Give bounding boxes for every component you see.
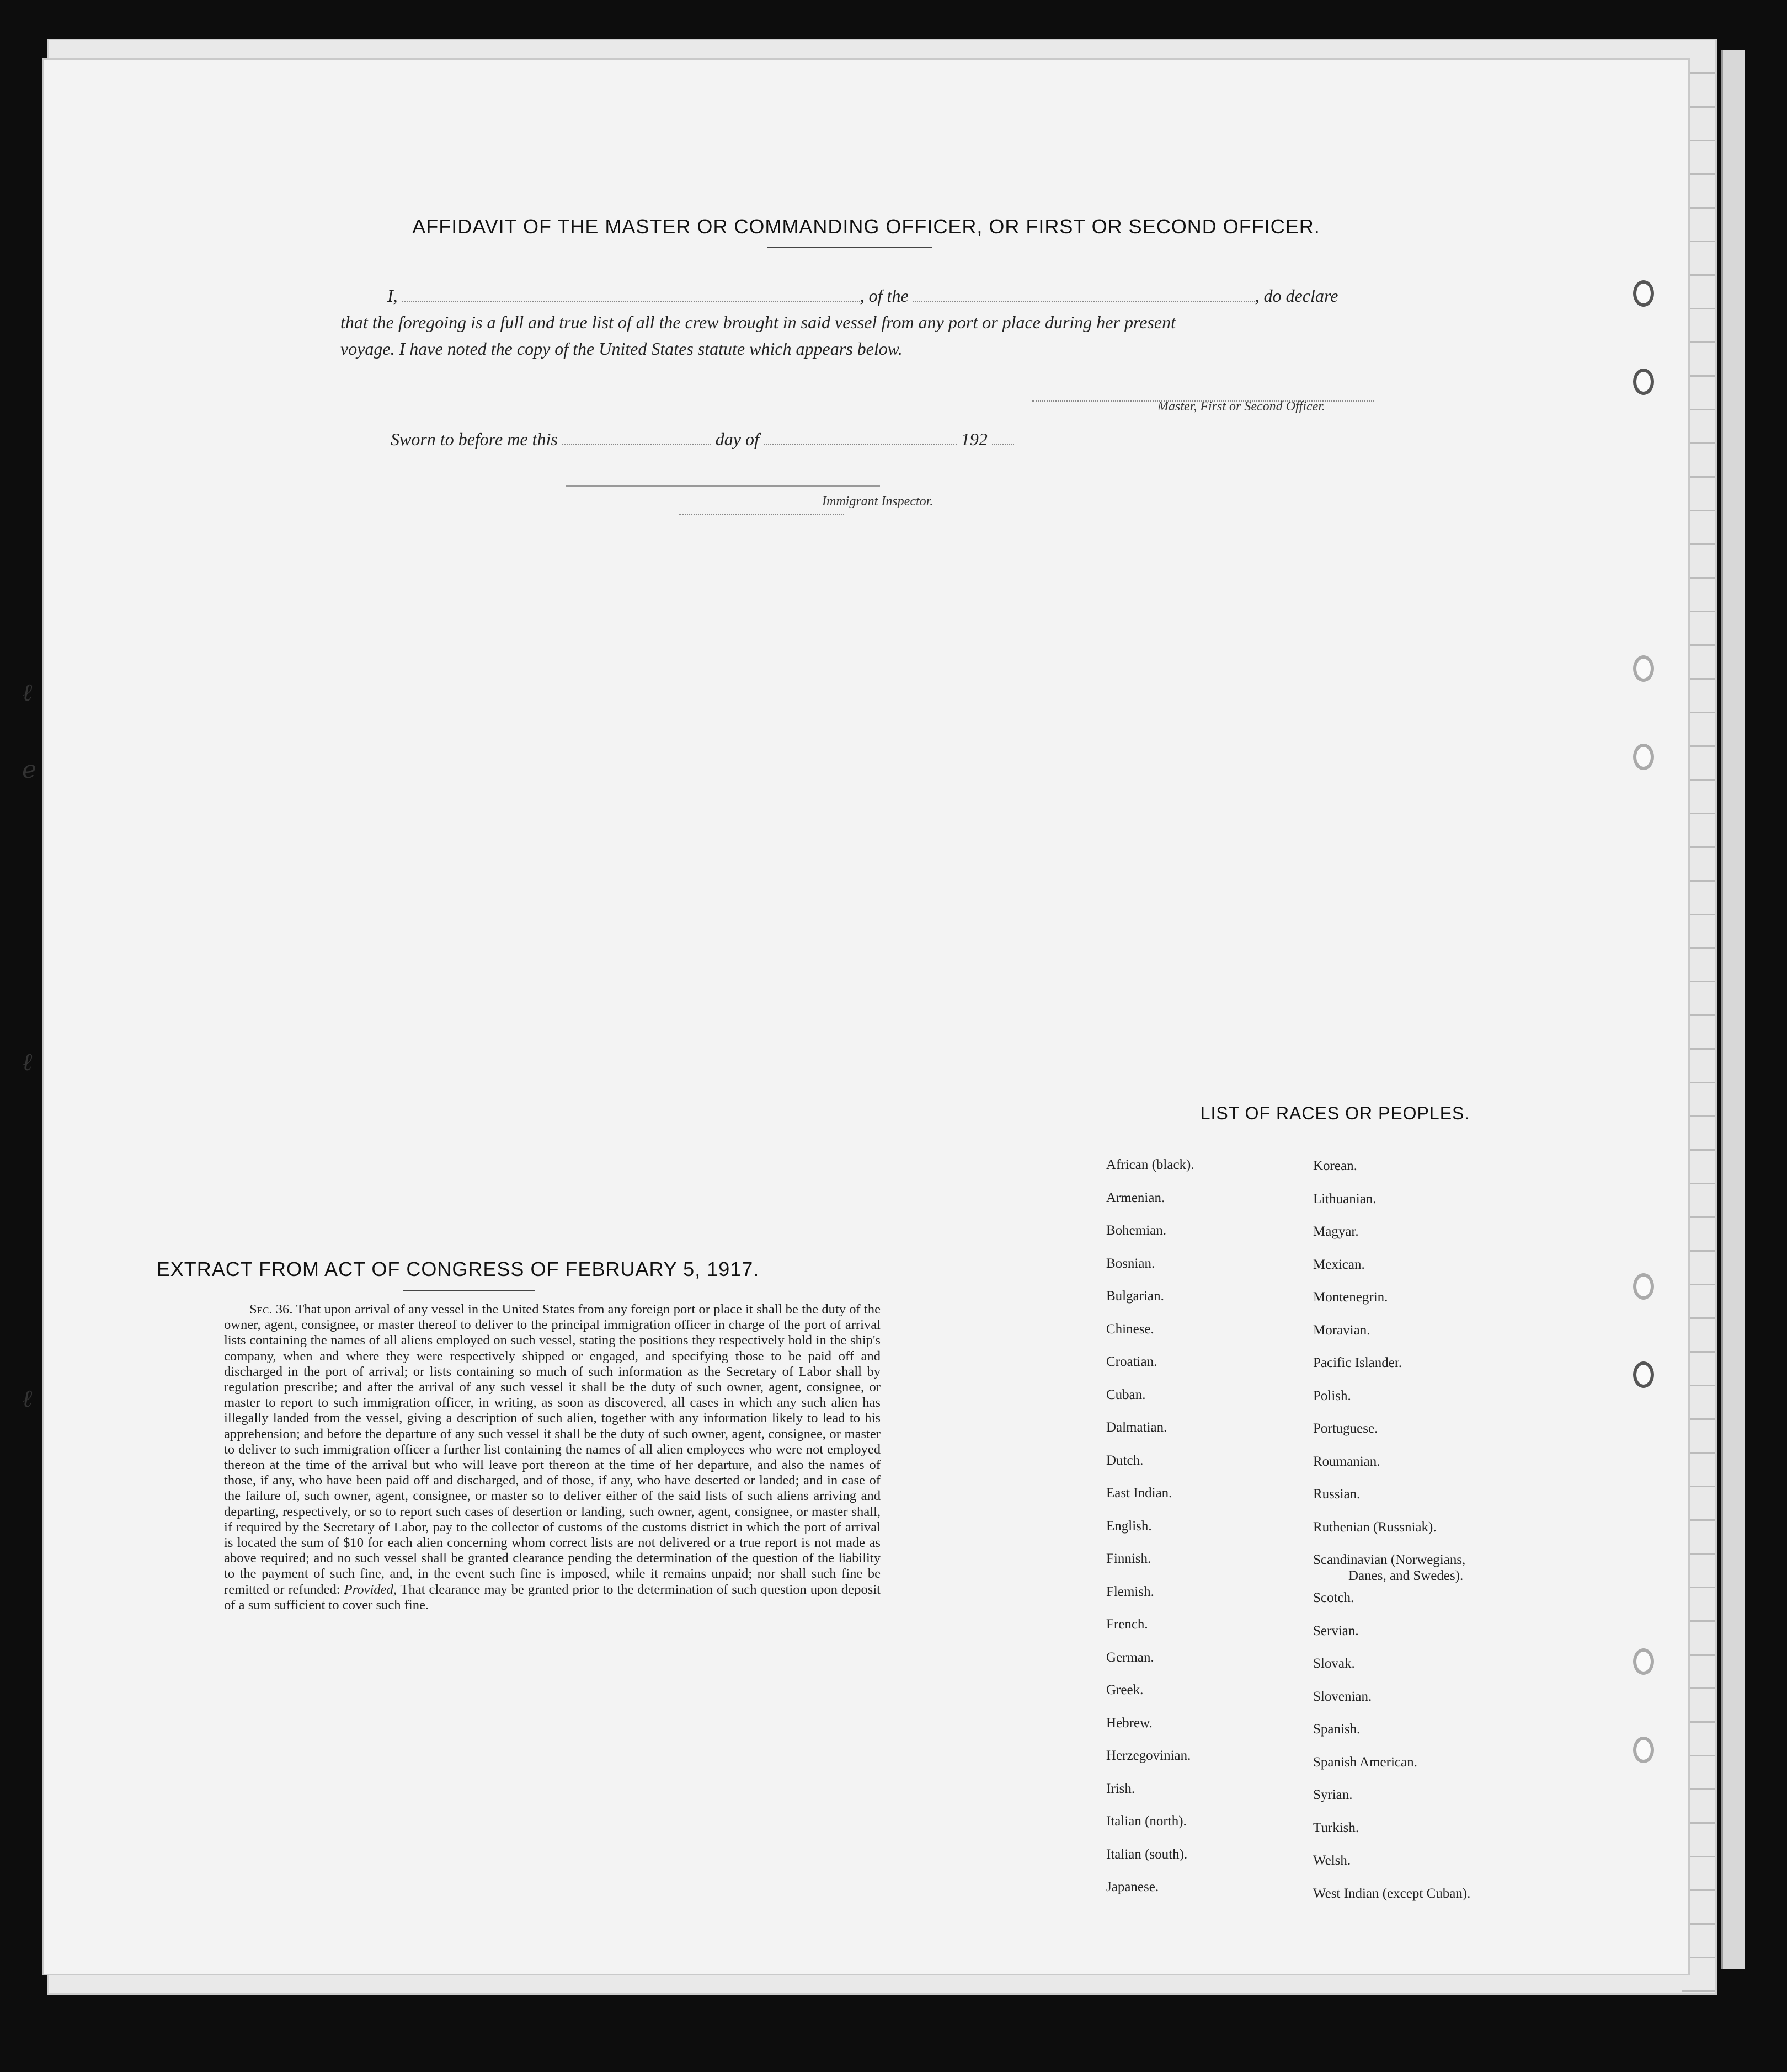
race-item-right: Scotch. xyxy=(1313,1590,1354,1605)
day-field[interactable] xyxy=(562,431,711,445)
race-item-left: Dalmatian. xyxy=(1106,1420,1167,1435)
race-item-right: Scandinavian (Norwegians, xyxy=(1313,1552,1466,1567)
race-item-left: Italian (south). xyxy=(1106,1846,1188,1862)
race-item-left: Chinese. xyxy=(1106,1321,1154,1337)
race-item-right: Pacific Islander. xyxy=(1313,1355,1402,1370)
race-item-right: Russian. xyxy=(1313,1487,1361,1502)
punch-hole xyxy=(1633,744,1654,770)
race-item-right: Korean. xyxy=(1313,1158,1357,1173)
races-title: LIST OF RACES OR PEOPLES. xyxy=(1200,1103,1470,1123)
race-item-right: Polish. xyxy=(1313,1388,1351,1403)
race-item-left: Armenian. xyxy=(1106,1190,1165,1205)
race-item-right: Syrian. xyxy=(1313,1787,1353,1802)
extract-body xyxy=(224,1302,881,1613)
handwriting-fragment: ℓ xyxy=(22,1385,33,1413)
race-item-left: Bohemian. xyxy=(1106,1223,1167,1238)
year-label: 192 xyxy=(961,429,988,449)
race-item-right: Portuguese. xyxy=(1313,1421,1378,1436)
declaration-line-3: voyage. I have noted the copy of the United States statute which appears below. xyxy=(340,339,903,359)
provided-word: Provided, xyxy=(344,1582,397,1597)
race-item-right: Montenegrin. xyxy=(1313,1290,1388,1305)
race-item-left: Croatian. xyxy=(1106,1354,1157,1369)
race-item-left: East Indian. xyxy=(1106,1486,1172,1500)
race-item-right: Lithuanian. xyxy=(1313,1191,1377,1206)
race-item-right: Magyar. xyxy=(1313,1224,1359,1239)
punch-hole xyxy=(1633,1648,1654,1675)
punch-hole xyxy=(1633,655,1654,682)
inspector-caption: Immigrant Inspector. xyxy=(822,494,933,509)
race-item-right: Mexican. xyxy=(1313,1257,1365,1272)
race-item-left: Bulgarian. xyxy=(1106,1289,1164,1304)
race-item-left: English. xyxy=(1106,1518,1152,1534)
vessel-field[interactable] xyxy=(913,287,1255,302)
sworn-rule xyxy=(566,485,880,487)
day-of-label: day of xyxy=(715,429,759,449)
signature-caption: Master, First or Second Officer. xyxy=(1157,399,1325,414)
punch-hole xyxy=(1633,369,1654,395)
affidavit-title: AFFIDAVIT OF THE MASTER OR COMMANDING OFFICER, OR FIRST OR SECOND OFFICER. xyxy=(412,215,1320,238)
race-item-left: Finnish. xyxy=(1106,1551,1151,1566)
title-rule xyxy=(767,247,932,248)
race-item-left: Italian (north). xyxy=(1106,1814,1187,1829)
race-item-right: Spanish American. xyxy=(1313,1754,1417,1770)
race-item-right: Spanish. xyxy=(1313,1722,1361,1737)
handwriting-fragment: ℓ xyxy=(22,679,33,707)
race-item-left: Flemish. xyxy=(1106,1584,1154,1599)
sworn-line xyxy=(391,429,1014,450)
race-item-left: Herzegovinian. xyxy=(1106,1748,1191,1763)
declaration-line-1 xyxy=(387,286,1338,306)
punch-hole xyxy=(1633,1737,1654,1763)
race-item-left: Japanese. xyxy=(1106,1879,1159,1894)
race-item-left: Irish. xyxy=(1106,1781,1135,1796)
race-item-left: French. xyxy=(1106,1617,1148,1632)
punch-hole xyxy=(1633,1273,1654,1300)
section-label: Sec. 36. xyxy=(249,1302,293,1317)
race-item-right: Ruthenian (Russniak). xyxy=(1313,1519,1437,1535)
month-field[interactable] xyxy=(764,431,957,445)
of-the-label: , of the xyxy=(860,286,909,306)
race-item-left: Greek. xyxy=(1106,1683,1144,1697)
binding-edge xyxy=(1721,50,1745,1969)
name-field[interactable] xyxy=(402,287,860,302)
sworn-label: Sworn to before me this xyxy=(391,429,558,449)
race-item-right: Welsh. xyxy=(1313,1853,1351,1868)
race-item-right: Servian. xyxy=(1313,1623,1359,1638)
punch-hole xyxy=(1633,1361,1654,1388)
race-item-right: Slovak. xyxy=(1313,1656,1355,1671)
race-item-left: African (black). xyxy=(1106,1157,1194,1172)
i-label: I, xyxy=(387,286,398,306)
punch-hole xyxy=(1633,280,1654,307)
extract-title: EXTRACT FROM ACT OF CONGRESS OF FEBRUARY 5, 1917. xyxy=(156,1258,760,1280)
handwriting-fragment: ℓ xyxy=(22,1048,33,1076)
race-item-left: Bosnian. xyxy=(1106,1256,1155,1271)
declaration-line-2: that the foregoing is a full and true list of all the crew brought in said vessel from any port or place during her present xyxy=(340,312,1176,332)
race-item-right: West Indian (except Cuban). xyxy=(1313,1886,1471,1901)
extract-text-tail: That clearance may be granted prior to the determination of such question upon deposit of a sum sufficient to cover such fine. xyxy=(224,1582,881,1612)
race-item-right: Danes, and Swedes). xyxy=(1348,1568,1464,1583)
race-item-left: Hebrew. xyxy=(1106,1715,1153,1731)
race-item-left: Cuban. xyxy=(1106,1387,1146,1402)
declare-label: , do declare xyxy=(1255,286,1338,306)
affidavit-page xyxy=(44,60,1688,1974)
race-item-right: Slovenian. xyxy=(1313,1689,1372,1704)
extract-text: That upon arrival of any vessel in the United States from any foreign port or place it shall be the duty of the owner, agent, consignee, or master thereof to deliver to the principal immigration officer in charge of the port of arrival lists containing the names of all aliens employed on such vessel, stating the positions they respectively hold in the ship's company, when and where they were respectively shipped or engaged, and specifying those to be paid off and discharged in the port of arrival; or lists containing so much of such information as the Secretary of Labor shall by regulation prescribe; and after the arrival of any such vessel it shall be the duty of such owner, agent, consignee, or master to report to such immigration officer, in writing, as soon as discovered, all cases in which any such alien has illegally landed from the vessel, giving a description of such alien, together with any information likely to lead to his apprehension; and before the departure of any such vessel it shall be the duty of such owner, agent, consignee, or master to deliver to such immigration officer a further list containing the names of all alien employees who were not employed thereon at the time of the arrival but who will leave port thereon at the time of her departure, and also the names of those, if any, who have been paid off and discharged, and of those, if any, who have deserted or landed; and in case of the failure of, such owner, agent, consignee, or master so to deliver either of the said lists of such aliens arriving and departing, respectively, or so to report such cases of desertion or landing, such owner, agent, consignee, or master shall, if required by the Secretary of Labor, pay to the collector of customs of the customs district in which the port of arrival is located the sum of $10 for each alien concerning whom correct lists are not delivered or a true report is not made as above required; and no such vessel shall be granted clearance pending the determination of the question of the liability to the payment of such fine, and, in the event such fine is imposed, while it remains unpaid; nor shall such fine be remitted or refunded: xyxy=(224,1302,881,1597)
year-field[interactable] xyxy=(992,431,1014,445)
inspector-signature-field[interactable] xyxy=(679,501,844,515)
race-item-left: Dutch. xyxy=(1106,1452,1144,1468)
race-item-right: Moravian. xyxy=(1313,1322,1370,1338)
extract-rule xyxy=(403,1290,535,1291)
race-item-right: Turkish. xyxy=(1313,1820,1359,1835)
race-item-right: Roumanian. xyxy=(1313,1454,1380,1469)
handwriting-fragment: e xyxy=(22,756,37,784)
race-item-left: German. xyxy=(1106,1649,1154,1665)
